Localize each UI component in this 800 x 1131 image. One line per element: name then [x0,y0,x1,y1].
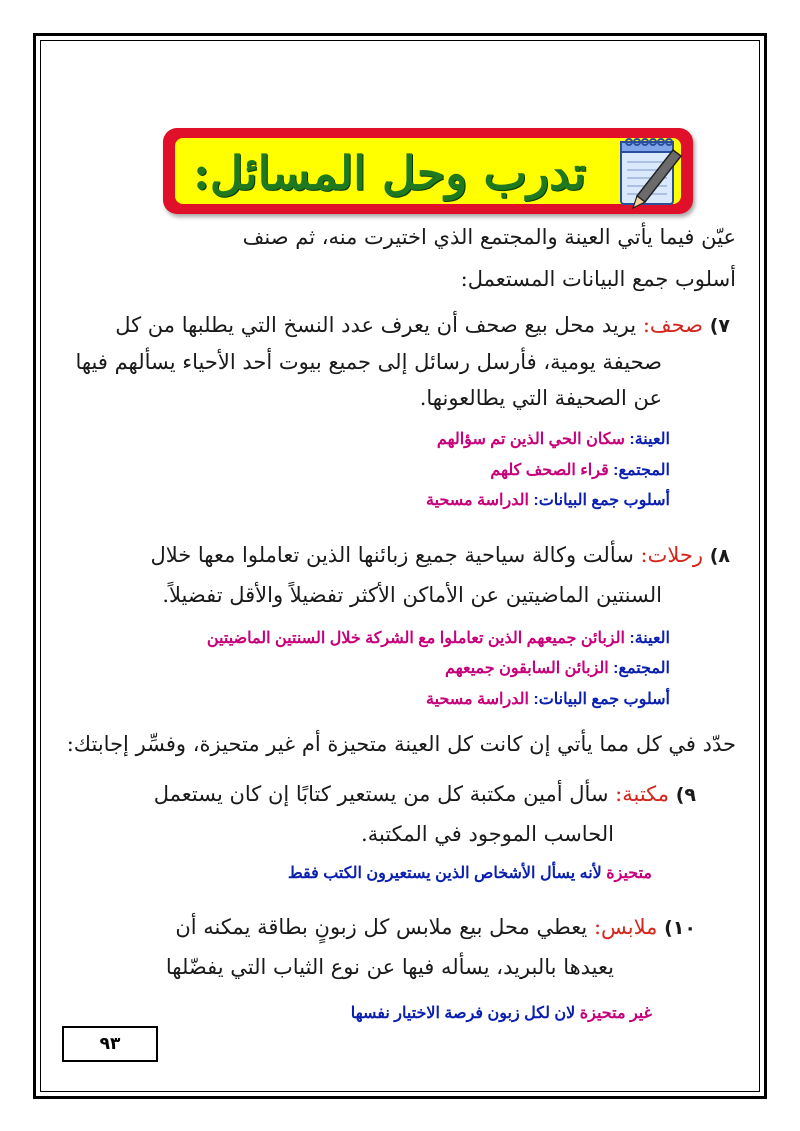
title-banner [163,128,693,216]
q10-line-2: يعيدها بالبريد، يسأله فيها عن نوع الثياب التي يفضّلها [165,955,614,979]
q10-keyword: ملابس: [593,915,658,939]
q7-text-1: يريد محل بيع صحف أن يعرف عدد النسخ التي يطلبها من كل [115,313,637,337]
intro-line-1: عيّن فيما يأتي العينة والمجتمع الذي اختيرت منه، ثم صنف [242,225,736,249]
q8-population [445,658,670,678]
q9-text-1: سأل أمين مكتبة كل من يستعير كتابًا إن كان يستعمل [153,782,609,806]
intro-line-2: أسلوب جمع البيانات المستعمل: [460,267,736,291]
q7-line-2: صحيفة يومية، فأرسل رسائل إلى جميع بيوت أحد الأحياء يسألهم فيها [75,350,662,374]
q8-text-1: سألت وكالة سياحية جميع زبائنها الذين تعاملوا معها خلال [150,543,634,567]
q7-line-3: عن الصحيفة التي يطالعونها. [419,386,662,410]
q7-sample-value: سكان الحي الذين تم سؤالهم [436,431,625,448]
q7-population [490,460,670,480]
q9-number: ٩) [675,784,696,806]
q8-sample-label: العينة: [629,630,670,647]
title-banner-red-frame [163,128,693,214]
q8-population-value: الزبائن السابقون جميعهم [444,660,609,677]
q10-answer [351,1003,652,1023]
page-title: تدرب وحل المسائل: [192,146,586,200]
q7-method-value: الدراسة مسحية [426,492,529,509]
q7-number: ٧) [709,315,730,337]
q10-text-1: يعطي محل بيع ملابس كل زبونٍ بطاقة يمكنه أن [175,915,588,939]
q10-number: ١٠) [664,917,696,939]
q8-method-label: أسلوب جمع البيانات: [533,691,670,708]
q7-line-1 [115,313,730,337]
q7-method [426,490,670,510]
q10-line-1 [175,915,696,939]
q8-number: ٨) [709,545,730,567]
q8-population-label: المجتمع: [613,660,670,677]
q8-method [426,689,670,709]
q10-answer-label: غير متحيزة [579,1005,652,1022]
q9-line-2: الحاسب الموجود في المكتبة. [361,822,614,846]
q10-answer-reason: لان لكل زبون فرصة الاختيار نفسها [350,1005,576,1022]
q7-population-value: قراء الصحف كلهم [490,462,609,479]
q9-line-1 [154,782,696,806]
q8-keyword: رحلات: [640,543,704,567]
q7-population-label: المجتمع: [613,462,670,479]
q8-sample [207,628,670,648]
q9-answer-label: متحيزة [606,865,652,882]
q8-sample-value: الزبائن جميعهم الذين تعاملوا مع الشركة خلال السنتين الماضيتين [206,630,625,647]
q9-answer-reason: لأنه يسأل الأشخاص الذين يستعيرون الكتب فقط [287,865,602,882]
q7-sample-label: العينة: [629,431,670,448]
q7-sample [437,429,670,449]
q8-line-1 [150,543,730,567]
q8-method-value: الدراسة مسحية [426,691,529,708]
q7-keyword: صحف: [642,313,704,337]
q8-line-2: السنتين الماضيتين عن الأماكن الأكثر تفضيلاً والأقل تفضيلاً. [162,583,662,607]
notepad-pencil-icon [615,130,687,210]
q9-answer [288,863,652,883]
title-banner-yellow [175,138,681,204]
instruction-2: حدّد في كل مما يأتي إن كانت كل العينة متحيزة أم غير متحيزة، وفسِّر إجابتك: [66,732,736,756]
page-number-box [62,1026,158,1062]
q9-keyword: مكتبة: [615,782,670,806]
q7-method-label: أسلوب جمع البيانات: [533,492,670,509]
page-number: ٩٣ [99,1034,121,1054]
